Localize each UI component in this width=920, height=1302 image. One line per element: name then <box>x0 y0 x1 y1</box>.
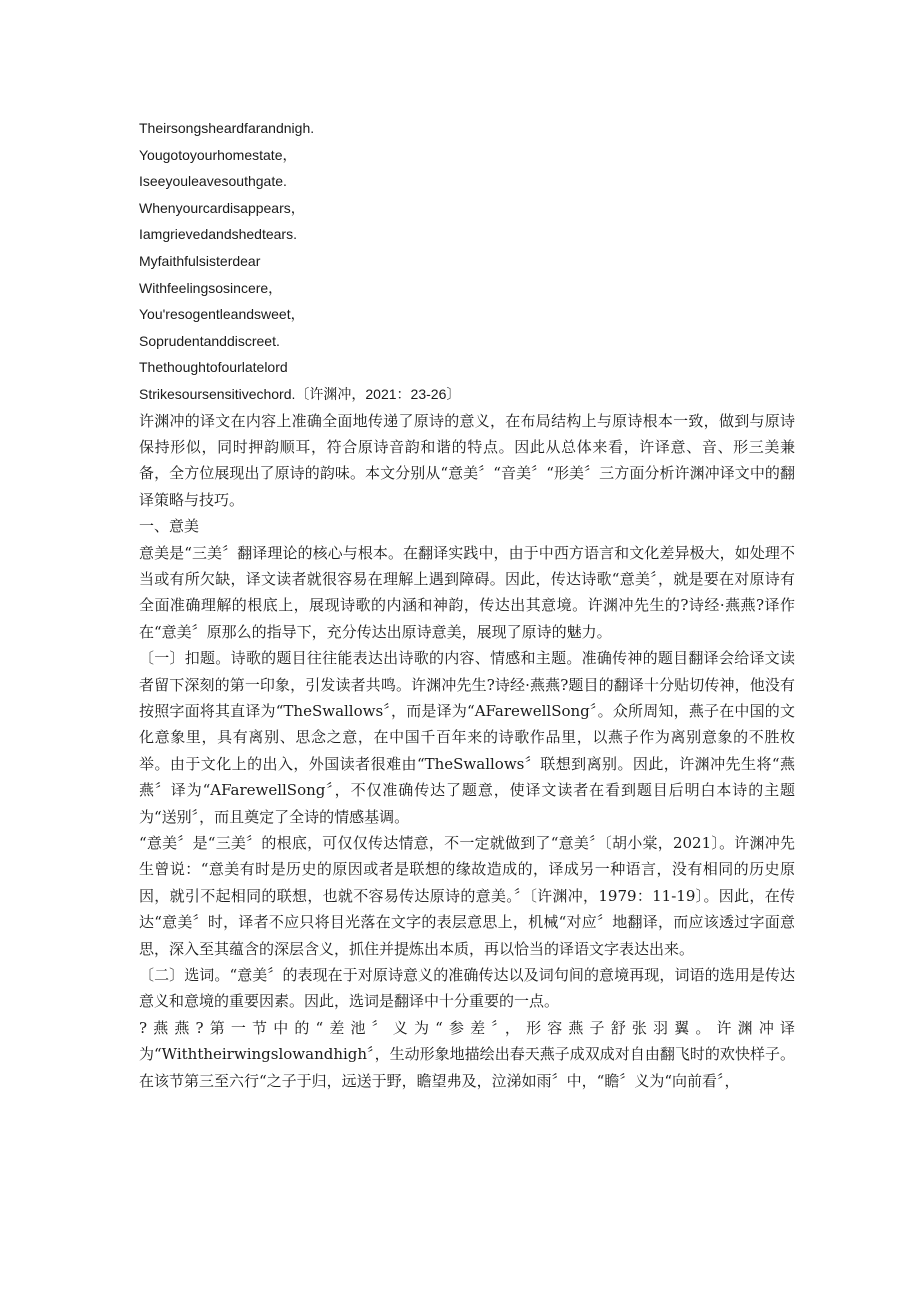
section-heading-yimei: 一、意美 <box>139 517 200 536</box>
poem-line: Myfaithfulsisterdear <box>139 252 261 269</box>
translated-poem <box>139 115 920 408</box>
article-body <box>139 408 795 1095</box>
poem-citation-line: Strikesoursensitivechord.〔许渊冲，2021：23-26〕 <box>139 385 461 402</box>
paragraph-overview: 许渊冲的译文在内容上准确全面地传递了原诗的意义，在布局结构上与原诗根本一致，做到与原诗保持形似，同时押韵顺耳，符合原诗音韵和谐的特点。因此从总体来看，许译意、音、形三美兼备，全方位展现出了原诗的韵味。本文分别从“意美〞“音美〞“形美〞三方面分析许渊冲译文中的翻译策略与技巧。 <box>139 411 795 509</box>
poem-line: Theirsongsheardfarandnigh. <box>139 120 315 136</box>
poem-line: Thethoughtofourlatelord <box>139 359 288 376</box>
paragraph-yimei-foundation: “意美〞是“三美〞的根底，可仅仅传达情意，不一定就做到了“意美〞〔胡小棠，2021〕。许渊冲先生曾说：“意美有时是历史的原因或者是联想的缘故造成的，译成另一种语言，没有相同的历史原因，就引不起相同的联想，也就不容易传达原诗的意美。〞〔许渊冲，1979：11-19〕。因此，在传达“意美〞时，译者不应只将目光落在文字的表层意思上，机械“对应〞地翻译，而应该透过字面意思，深入至其蕴含的深层含义，抓住并提炼出本质，再以恰当的译语文字表达出来。 <box>139 834 795 958</box>
paragraph-first-stanza: ?燕燕?第一节中的“差池〞义为“参差〞，形容燕子舒张羽翼。许渊冲译为“Withtheirwingslowandhigh〞，生动形象地描绘出春天燕子成双成对自由翻飞时的欢快样子。在该节第三至六行“之子于归，远送于野，瞻望弗及，泣涕如雨〞中，“瞻〞义为“向前看〞， <box>139 1018 795 1090</box>
poem-line: Iamgrievedandshedtears. <box>139 226 297 243</box>
poem-line: Iseeyouleavesouthgate. <box>139 173 287 190</box>
paragraph-title-translation: 〔一〕扣题。诗歌的题目往往能表达出诗歌的内容、情感和主题。准确传神的题目翻译会给译文读者留下深刻的第一印象，引发读者共鸣。许渊冲先生?诗经·燕燕?题目的翻译十分贴切传神，他没有按照字面将其直译为“TheSwallows〞，而是译为“AFarewellSong〞。众所周知，燕子在中国的文化意象里，具有离别、思念之意，在中国千百年来的诗歌作品里，以燕子作为离别意象的不胜枚举。由于文化上的出入，外国读者很难由“TheSwallows〞联想到离别。因此，许渊冲先生将“燕燕〞译为“AFarewellSong〞，不仅准确传达了题意，使译文读者在看到题目后明白本诗的主题为“送别〞，而且奠定了全诗的情感基调。 <box>139 649 795 826</box>
poem-line: Yougotoyourhomestate， <box>139 146 297 163</box>
poem-line: Withfeelingsosincere， <box>139 279 283 296</box>
poem-line: You'resogentleandsweet， <box>139 306 305 323</box>
paragraph-word-choice: 〔二〕选词。“意美〞的表现在于对原诗意义的准确传达以及词句间的意境再现，词语的选用是传达意义和意境的重要因素。因此，选词是翻译中十分重要的一点。 <box>139 966 795 1011</box>
poem-line: Soprudentanddiscreet. <box>139 332 280 349</box>
poem-line: Whenyourcardisappears， <box>139 199 305 216</box>
paragraph-yimei-intro: 意美是“三美〞翻译理论的核心与根本。在翻译实践中，由于中西方语言和文化差异极大，如处理不当或有所欠缺，译文读者就很容易在理解上遇到障碍。因此，传达诗歌“意美〞，就是要在对原诗有全面准确理解的根底上，展现诗歌的内涵和神韵，传达出其意境。许渊冲先生的?诗经·燕燕?译作在“意美〞原那么的指导下，充分传达出原诗意美，展现了原诗的魅力。 <box>139 543 795 641</box>
